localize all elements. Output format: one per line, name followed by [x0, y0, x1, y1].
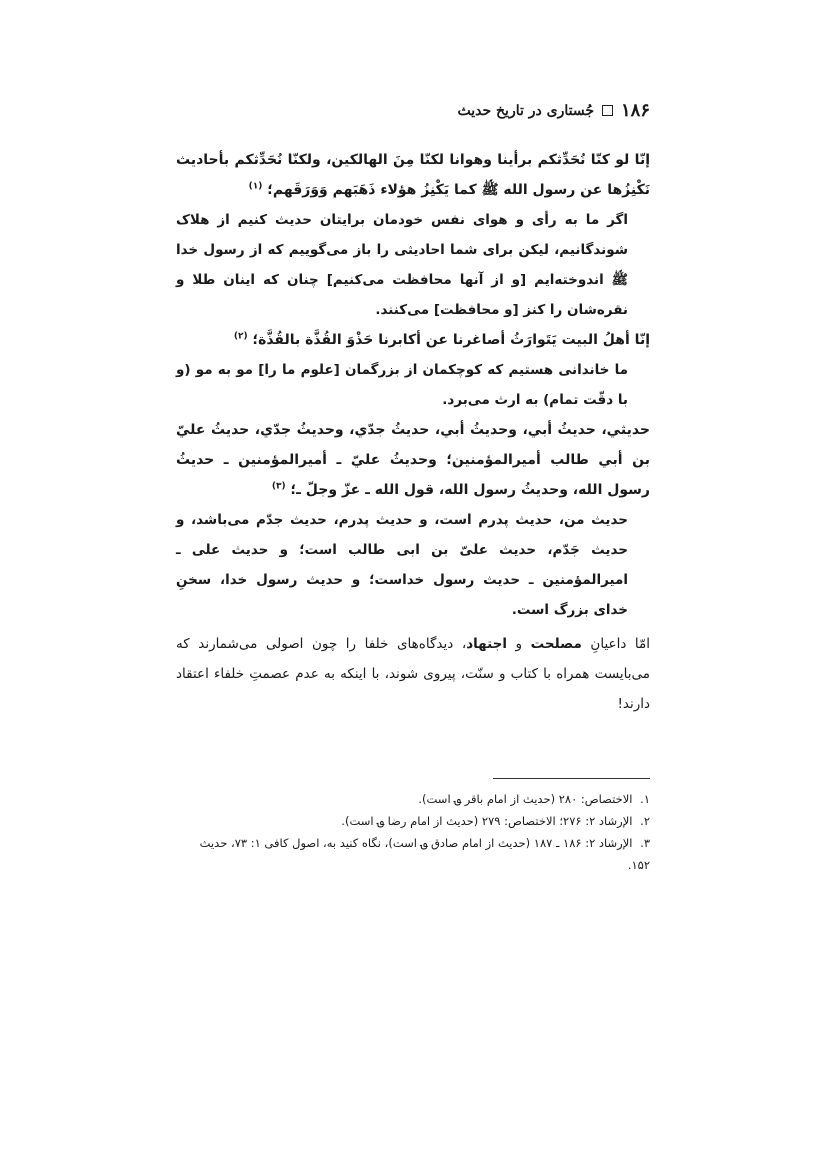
footnote-3-number: ۳. [640, 836, 650, 850]
footnote-2 [176, 810, 650, 832]
footnote-2-number: ۲. [640, 814, 650, 828]
footnotes [176, 788, 650, 876]
footnote-ref-3: (۳) [271, 481, 286, 492]
footnote-1-number: ۱. [640, 792, 650, 806]
closing-lead: امّا داعیانِ [590, 636, 651, 652]
closing-and: و [506, 636, 531, 652]
arabic-hadith-2 [176, 325, 650, 355]
page-number: ۱۸۶ [620, 100, 650, 121]
arabic-hadith-2-text: إنّا أهلُ البيت يَتَوارَثُ أصاغرنا عن أكابرنا حَذْوَ القُذَّة بالقُذَّة؛ [252, 332, 650, 348]
closing-paragraph [176, 629, 650, 719]
persian-translation-1: اگر ما به رأی و هوای نفس خودمان برایتان حدیث کنیم از هلاک شوندگانیم، لیکن برای شما احادیثی را باز می‌گوییم که از رسول خدا ﷺ اندوخته‌ایم [و از آنها محافظت می‌کنیم] چنان که اینان طلا و نقره‌شان را کنز [و محافظت] می‌کنند. [176, 212, 628, 318]
footnote-1-text: الاختصاص: ۲۸۰ (حدیث از امام باقر ؈ است). [418, 792, 633, 806]
term-ijtihad: اجتهاد [466, 636, 507, 652]
arabic-hadith-3 [176, 415, 650, 505]
header-square-icon [602, 105, 613, 116]
footnote-separator [493, 778, 650, 779]
page-header [458, 100, 651, 121]
running-title: جُستاری در تاریخ حدیث [457, 102, 594, 119]
arabic-hadith-3-text: حديثي، حديثُ أبي، وحديثُ أبي، حديثُ جدّي، وحديثُ جدّي، حديثُ عليّ بن أبي طالب أميرالمؤمنين؛ وحديثُ عليّ ـ أميرالمؤمنين ـ حديثُ رسول الله، وحديثُ رسول الله، قول الله ـ عزّ وجلّ ـ؛ [176, 422, 650, 498]
persian-translation-2: ما خاندانی هستیم که کوچکمان از بزرگمان [علوم ما را] مو به مو (و با دقّت تمام) به ارث می‌برد. [176, 362, 628, 408]
footnote-1 [176, 788, 650, 810]
footnote-3-text: الإرشاد ۲: ۱۸۶ ـ ۱۸۷ (حدیث از امام صادق ؈ است)، نگاه کنید به، اصول کافی ۱: ۷۳، حدیث ۱۵۲. [199, 836, 650, 872]
persian-translation-3: حدیث من، حدیث پدرم است، و حدیث پدرم، حدیث جدّم می‌باشد، و حدیث جَدّم، حدیث علیّ بن ابی طالب است؛ و حدیث علی ـ امیرالمؤمنین ـ حدیث رسول خداست؛ و حدیث رسول خدا، سخنِ خدای بزرگ است. [176, 512, 628, 618]
closing-rest: ، دیدگاه‌های خلفا را چون اصولی می‌شمارند که می‌بایست همراه با کتاب و سنّت، پیروی شوند، با اینکه به عدم عصمتِ خلفاء اعتقاد دارند! [176, 636, 650, 712]
term-maslahat: مصلحت [530, 636, 582, 652]
arabic-hadith-1 [176, 145, 650, 205]
footnote-ref-1: (۱) [248, 181, 263, 192]
footnote-3 [176, 832, 650, 876]
arabic-hadith-1-text: إنّا لو كنّا نُحَدِّثكم برأينا وهوانا لكنّا مِنَ الهالكين، ولكنّا نُحَدِّثكم بأحاديث نَكْنِزُها عن رسول الله ﷺ كما يَكْنِزُ هؤلاء ذَهَبَهم وَوَرَقَهم؛ [176, 152, 650, 198]
footnote-ref-2: (۲) [233, 331, 248, 342]
footnote-2-text: الإرشاد ۲: ۲۷۶؛ الاختصاص: ۲۷۹ (حدیث از امام رضا ؈ است). [341, 814, 633, 828]
main-text [176, 145, 650, 719]
